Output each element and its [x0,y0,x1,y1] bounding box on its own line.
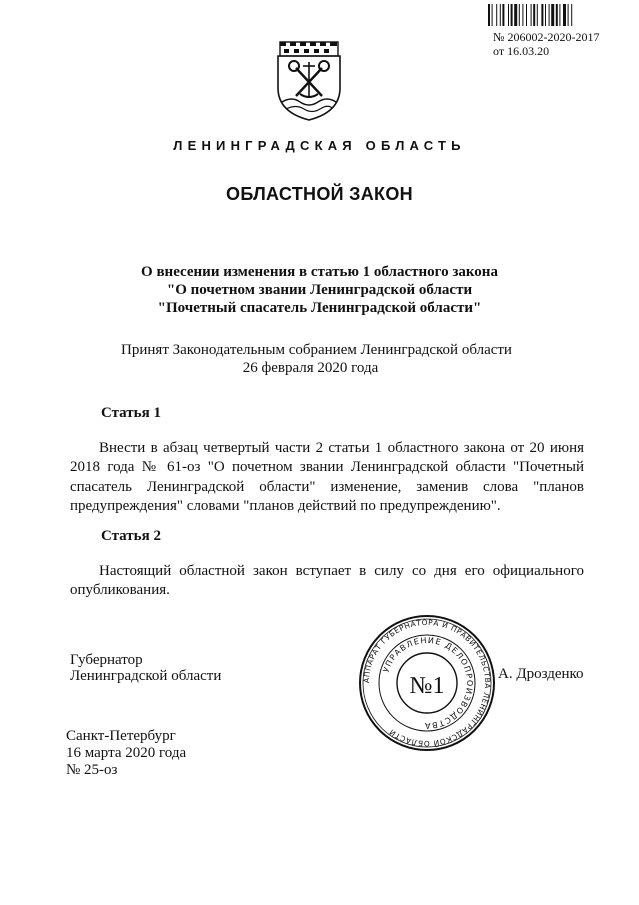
article-1-heading: Статья 1 [101,405,161,421]
document-title-line: "Почетный спасатель Ленинградской области" [157,300,482,316]
seal-inner-text: УПРАВЛЕНИЕ ДЕЛОПРОИЗВОДСТВА [381,635,475,731]
seal-ring-text: АППАРАТ ГУБЕРНАТОРА И ПРАВИТЕЛЬСТВА ЛЕНИНГРАДСКОЙ ОБЛАСТИ [361,617,493,749]
adoption-date: 26 февраля 2020 года [242,360,379,376]
article-2-heading: Статья 2 [101,528,161,544]
law-number: № 25-оз [66,762,118,778]
signing-date: 16 марта 2020 года [66,745,187,761]
article-1-text-line: Внести в абзац четвертый части 2 статьи 1 областного закона от 20 июня [99,440,584,456]
adoption-note: Принят Законодательным собранием Ленинградской области [121,342,512,358]
signatory-name: А. Дрозденко [498,666,584,682]
registration-date: от 16.03.20 [493,44,550,58]
article-1-text-line: 2018 года № 61-оз "О почетном звании Ленинградской области "Почетный [70,459,584,475]
signing-city: Санкт-Петербург [66,728,176,744]
document-type: ОБЛАСТНОЙ ЗАКОН [226,184,413,204]
signatory-region: Ленинградской области [70,668,222,684]
barcode-icon [488,4,607,26]
official-seal-icon [358,614,496,752]
document-title-line: "О почетном звании Ленинградской области [166,282,473,298]
coat-of-arms-icon [274,38,344,122]
document-title-line: О внесении изменения в статью 1 областного закона [141,264,498,280]
article-1-text-line: спасатель Ленинградской области" изменение, заменив слова "планов [70,479,584,495]
registration-number: № 206002-2020-2017 [493,30,600,44]
seal-center-number: №1 [409,673,445,699]
signatory-position: Губернатор [70,652,143,668]
article-2-text-line: опубликования. [70,582,170,598]
region-name: ЛЕНИНГРАДСКАЯ ОБЛАСТЬ [173,138,466,153]
article-1-text-line: предупреждения" словами "планов действий по предупреждению". [70,498,501,514]
article-2-text-line: Настоящий областной закон вступает в силу со дня его официального [99,563,584,579]
